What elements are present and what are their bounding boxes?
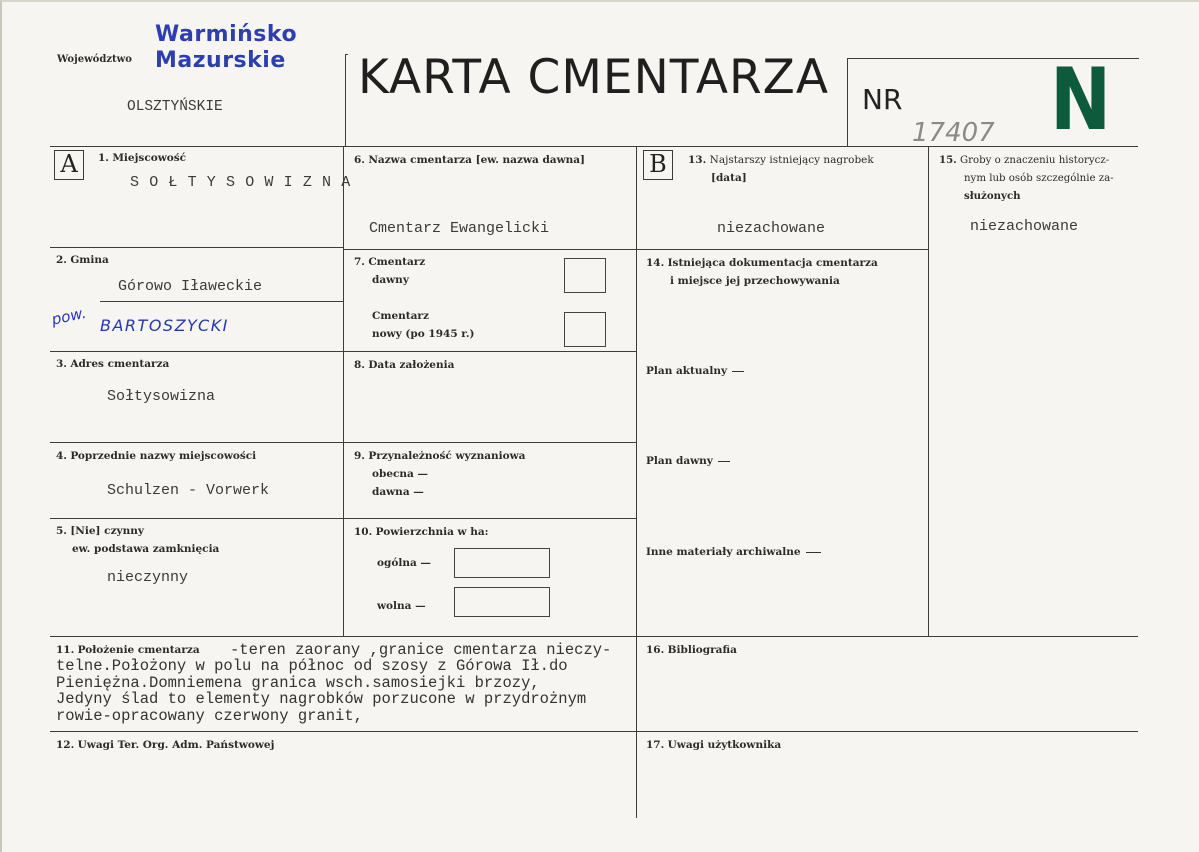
bottom-grid-top	[50, 636, 1138, 637]
field-10-wolna: wolna —	[377, 600, 426, 612]
a-row-line-1	[50, 247, 343, 248]
col-divider-2	[636, 146, 637, 818]
field-6-label: 6. Nazwa cmentarza [ew. nazwa dawna]	[354, 154, 586, 166]
field-7-label-a: 7. Cmentarz	[354, 256, 426, 268]
stamp-line-2: Mazurskie	[155, 48, 286, 73]
wojewodztwo-typed: OLSZTYŃSKIE	[127, 99, 223, 115]
powiat-value: BARTOSZYCKI	[100, 316, 229, 335]
a-row-line-4	[50, 518, 343, 519]
powiat-prefix: pow.	[50, 303, 88, 329]
powierzchnia-ogolna-input[interactable]	[454, 548, 550, 578]
field-2-label: 2. Gmina	[56, 254, 109, 266]
b-row-line-1	[636, 249, 928, 250]
field-15-label-2: nym lub osób szczególnie za-	[964, 173, 1114, 184]
field-5-value: nieczynny	[107, 569, 189, 586]
field-1-label: 1. Miejscowość	[98, 152, 187, 164]
field-11-text-line-1: -teren zaorany ,granice cmentarza nieczy-	[230, 641, 612, 659]
field-9-label: 9. Przynależność wyznaniowa	[354, 450, 526, 462]
field-7-label-a2: dawny	[372, 274, 409, 286]
section-a-marker: A	[54, 150, 84, 180]
field-8-label: 8. Data założenia	[354, 359, 455, 371]
nr-label: NR	[862, 83, 903, 116]
nr-handwritten: 17407	[912, 118, 995, 148]
field-11-text-line-2: telne.Położony w polu na północ od szosy z Górowa Ił.do	[56, 657, 568, 675]
a-row-subline	[100, 301, 343, 302]
field-17-label: 17. Uwagi użytkownika	[646, 739, 782, 751]
wojewodztwo-stamp	[155, 22, 297, 74]
field-16-label: 16. Bibliografia	[646, 644, 737, 656]
inne-materialy-label: Inne materiały archiwalne	[646, 544, 821, 561]
field-2-value: Górowo Iławeckie	[118, 278, 263, 295]
page-title: KARTA CMENTARZA	[358, 50, 829, 105]
m-row-line-4	[343, 518, 636, 519]
field-5-label-2: ew. podstawa zamknięcia	[72, 543, 220, 555]
powierzchnia-wolna-input[interactable]	[454, 587, 550, 617]
m-row-line-2	[343, 351, 636, 352]
a-row-line-2	[50, 351, 343, 352]
field-4-label: 4. Poprzednie nazwy miejscowości	[56, 450, 257, 462]
plan-dawny-label: Plan dawny	[646, 453, 730, 470]
stamp-line-1: Warmińsko	[155, 22, 298, 47]
field-10-ogolna: ogólna —	[377, 557, 431, 569]
field-7-label-b1: Cmentarz	[372, 310, 429, 322]
field-9-dawna: dawna —	[372, 486, 424, 498]
header-divider-left	[345, 54, 346, 146]
field-12-label: 12. Uwagi Ter. Org. Adm. Państwowej	[56, 739, 275, 751]
field-11-text-line-5: rowie-opracowany czerwony granit,	[56, 707, 363, 725]
field-7-label-b2: nowy (po 1945 r.)	[372, 328, 475, 340]
nr-marker-letter: N	[1050, 50, 1112, 150]
field-3-value: Sołtysowizna	[107, 388, 216, 405]
bottom-grid-mid	[50, 731, 1138, 732]
wojewodztwo-label: Województwo	[57, 54, 132, 65]
field-14-label-1: 14. Istniejąca dokumentacja cmentarza	[646, 257, 878, 269]
main-grid-top	[50, 146, 1138, 147]
field-6-value: Cmentarz Ewangelicki	[369, 220, 550, 237]
field-13-label-2: [data]	[711, 172, 747, 184]
field-13-label-1: 13. Najstarszy istniejący nagrobek	[688, 154, 874, 166]
field-1-value: SOŁTYSOWIZNA	[130, 174, 361, 191]
section-b-marker: B	[643, 150, 673, 180]
col-divider-1	[343, 146, 344, 636]
field-15-label-1: 15. Groby o znaczeniu historycz-	[939, 154, 1110, 166]
field-15-label-3: służonych	[964, 190, 1021, 202]
a-row-line-3	[50, 442, 343, 443]
plan-aktualny-label: Plan aktualny	[646, 363, 744, 380]
field-11-text-line-4: Jedyny ślad to elementy nagrobków porzucone w przydrożnym	[56, 690, 587, 708]
col-divider-3	[928, 146, 929, 636]
m-row-line-3	[343, 442, 636, 443]
nr-box-top	[847, 58, 1139, 59]
field-11-text-line-3: Pieniężna.Domniemena granica wsch.samosiejki brzozy,	[56, 674, 540, 692]
field-5-label-1: 5. [Nie] czynny	[56, 525, 144, 537]
cmentarz-dawny-checkbox[interactable]	[564, 258, 606, 293]
field-13-value: niezachowane	[717, 220, 826, 237]
field-14-label-2: i miejsce jej przechowywania	[670, 275, 840, 287]
field-9-obecna: obecna —	[372, 468, 429, 480]
field-11-label: 11. Położenie cmentarza	[56, 644, 200, 656]
cmentarz-nowy-checkbox[interactable]	[564, 312, 606, 347]
field-4-value: Schulzen - Vorwerk	[107, 482, 270, 499]
m-row-line-1	[343, 249, 636, 250]
field-3-label: 3. Adres cmentarza	[56, 358, 170, 370]
header-tick	[345, 54, 348, 55]
nr-box-left	[847, 58, 848, 146]
field-15-value: niezachowane	[970, 218, 1079, 235]
field-10-label: 10. Powierzchnia w ha:	[354, 526, 489, 538]
